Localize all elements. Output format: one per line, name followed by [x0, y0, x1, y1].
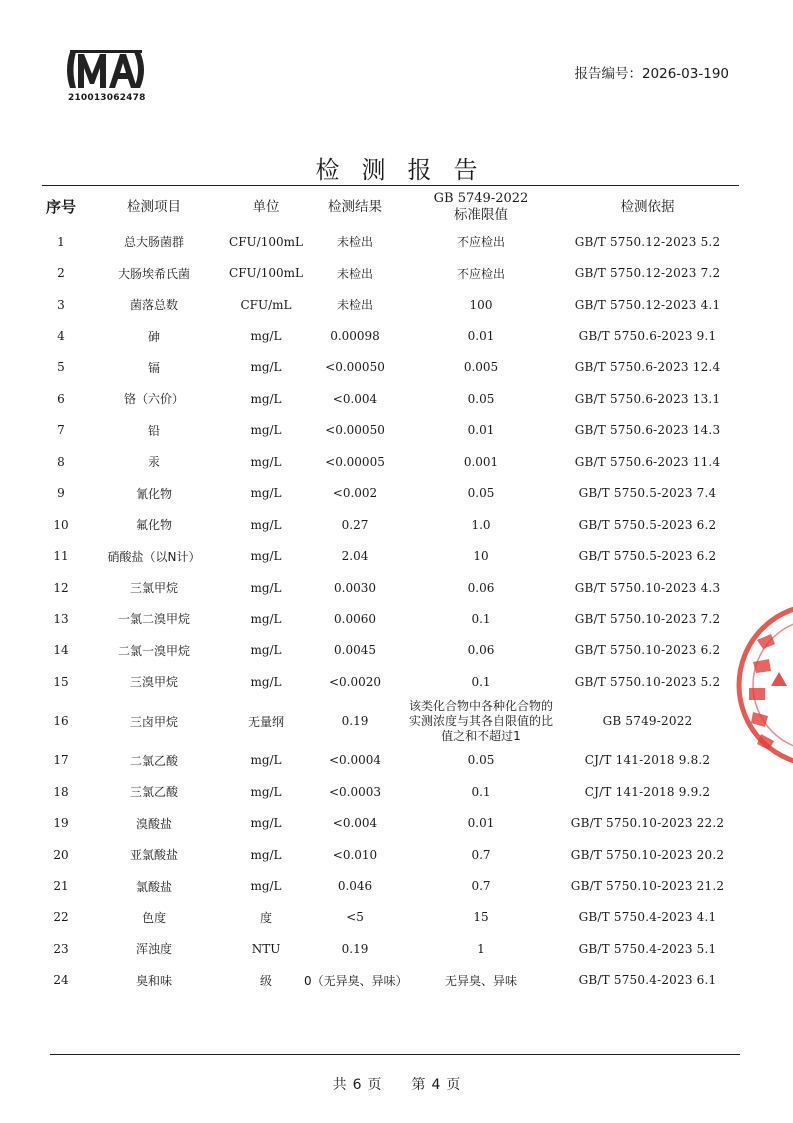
row-limit: 不应检出	[456, 266, 505, 281]
row-limit: 10	[473, 549, 489, 564]
row-unit: mg/L	[250, 517, 282, 532]
row-item: 二氯乙酸	[129, 753, 178, 768]
footer-total-pages: 6	[352, 1077, 362, 1093]
row-result: 未检出	[336, 298, 373, 313]
row-basis: GB/T 5750.6-2023 13.1	[574, 391, 721, 406]
table-row	[42, 933, 739, 964]
row-unit: mg/L	[250, 847, 282, 862]
col-header-unit: 单位	[252, 199, 280, 215]
row-result: 0.19	[341, 714, 369, 729]
col-header-seq: 序号	[45, 198, 76, 216]
row-limit: 0.1	[471, 674, 491, 689]
row-item: 三氯乙酸	[129, 785, 178, 800]
row-result: <0.004	[332, 391, 378, 406]
table-row	[42, 698, 739, 745]
row-basis: GB/T 5750.12-2023 4.1	[574, 297, 721, 312]
row-basis: GB/T 5750.10-2023 20.2	[570, 847, 725, 862]
row-basis: GB/T 5750.5-2023 7.4	[578, 486, 717, 501]
row-no: 7	[57, 423, 65, 438]
row-no: 19	[53, 816, 69, 831]
row-item: 汞	[147, 455, 160, 470]
col-header-standard: GB 5749-2022	[433, 191, 529, 206]
row-result: <0.00050	[325, 423, 385, 438]
row-unit: mg/L	[250, 784, 282, 799]
row-unit: mg/L	[250, 580, 282, 595]
row-limit: 0.1	[471, 611, 491, 626]
official-seal-stamp	[735, 600, 793, 770]
col-header-basis: 检测依据	[620, 199, 675, 215]
row-unit: mg/L	[250, 643, 282, 658]
row-limit: 无异臭、异味	[444, 973, 517, 988]
row-limit: 0.06	[467, 643, 495, 658]
row-no: 16	[53, 714, 69, 729]
row-item: 三卤甲烷	[129, 714, 178, 729]
table-row	[42, 509, 739, 540]
row-basis: GB/T 5750.6-2023 9.1	[578, 329, 717, 344]
row-basis: GB/T 5750.5-2023 6.2	[578, 517, 717, 532]
row-result: <0.00050	[325, 360, 385, 375]
row-basis: GB/T 5750.4-2023 6.1	[578, 973, 717, 988]
row-result: 2.04	[341, 549, 369, 564]
row-result: 未检出	[336, 266, 373, 281]
row-result: 0.0030	[334, 580, 376, 595]
row-limit: 0.05	[467, 391, 495, 406]
row-result: <0.00005	[325, 454, 385, 469]
row-result: 未检出	[336, 235, 373, 250]
col-header-limit	[406, 188, 556, 226]
col-header-item: 检测项目	[127, 199, 181, 215]
row-limit: 0.05	[467, 486, 495, 501]
row-result: 0.27	[341, 517, 369, 532]
row-unit: mg/L	[250, 879, 282, 894]
table-row	[42, 446, 739, 477]
row-unit: mg/L	[250, 549, 282, 564]
table-row	[42, 320, 739, 351]
row-unit: mg/L	[250, 391, 282, 406]
row-basis: GB/T 5750.6-2023 11.4	[574, 454, 721, 469]
row-basis: GB 5749-2022	[602, 714, 693, 729]
table-header-row	[42, 188, 739, 226]
row-limit: 1.0	[471, 517, 491, 532]
table-row	[42, 666, 739, 697]
row-no: 2	[57, 266, 65, 281]
row-result: <0.0004	[328, 753, 382, 768]
row-no: 6	[57, 391, 65, 406]
row-basis: CJ/T 141-2018 9.9.2	[584, 784, 711, 799]
row-no: 8	[57, 454, 65, 469]
row-no: 24	[53, 973, 69, 988]
row-limit: 0.01	[467, 423, 495, 438]
row-item: 浑浊度	[135, 942, 172, 957]
footer-current-page: 4	[431, 1077, 441, 1093]
row-limit: 15	[473, 910, 489, 925]
table-row	[42, 965, 739, 996]
row-no: 15	[53, 674, 69, 689]
row-unit: mg/L	[250, 816, 282, 831]
table-row	[42, 807, 739, 838]
row-basis: GB/T 5750.12-2023 5.2	[574, 234, 721, 249]
report-number-value: 2026-03-190	[641, 66, 729, 82]
table-row	[42, 540, 739, 571]
row-unit: NTU	[251, 941, 281, 956]
row-no: 1	[57, 234, 65, 249]
row-limit: 0.001	[463, 454, 499, 469]
row-result: 0.0045	[334, 643, 376, 658]
row-unit: 度	[259, 910, 272, 925]
table-row	[42, 745, 739, 776]
footer-total-prefix: 共	[332, 1077, 347, 1093]
row-item: 色度	[141, 910, 166, 925]
table-row	[42, 415, 739, 446]
table-row	[42, 902, 739, 933]
row-item: 镉	[147, 360, 160, 375]
row-limit: 不应检出	[456, 235, 505, 250]
row-limit: 0.7	[471, 847, 491, 862]
row-item: 三氯甲烷	[129, 581, 178, 596]
row-unit: mg/L	[250, 423, 282, 438]
row-no: 5	[57, 360, 65, 375]
table-row	[42, 478, 739, 509]
row-basis: GB/T 5750.10-2023 21.2	[570, 879, 725, 894]
row-item: 氰化物	[135, 486, 172, 501]
row-result: 0.19	[341, 941, 369, 956]
row-item: 一氯二溴甲烷	[117, 612, 190, 627]
table-row	[42, 839, 739, 870]
cma-number: 210013062478	[68, 93, 146, 103]
table-row	[42, 603, 739, 634]
row-item: 亚氯酸盐	[129, 848, 178, 863]
row-result: <0.0020	[328, 674, 382, 689]
row-result: <0.004	[332, 816, 378, 831]
row-unit: 级	[259, 973, 272, 988]
row-no: 20	[53, 847, 69, 862]
row-result: 0.046	[337, 879, 373, 894]
row-unit: mg/L	[250, 329, 282, 344]
page-title: 检测报告	[315, 156, 500, 184]
table-row	[42, 226, 739, 257]
row-no: 14	[53, 643, 69, 658]
row-limit: 0.06	[467, 580, 495, 595]
row-item: 总大肠菌群	[123, 235, 184, 250]
row-unit: CFU/100mL	[229, 266, 303, 281]
row-unit: mg/L	[250, 753, 282, 768]
row-basis: GB/T 5750.4-2023 5.1	[578, 941, 717, 956]
row-limit: 0.01	[467, 816, 495, 831]
row-no: 3	[57, 297, 65, 312]
row-result: <0.0003	[328, 784, 382, 799]
row-limit: 0.1	[471, 784, 491, 799]
row-no: 12	[53, 580, 69, 595]
row-limit: 0.01	[467, 329, 495, 344]
table-row	[42, 776, 739, 807]
row-basis: GB/T 5750.12-2023 7.2	[574, 266, 721, 281]
footer-page-unit: 页	[367, 1077, 382, 1093]
row-no: 4	[57, 329, 65, 344]
report-number	[574, 62, 729, 82]
row-unit: mg/L	[250, 360, 282, 375]
row-result: <0.010	[332, 847, 378, 862]
row-unit: mg/L	[250, 611, 282, 626]
row-item: 大肠埃希氏菌	[117, 266, 190, 281]
cma-mark-icon	[62, 44, 152, 96]
row-basis: GB/T 5750.10-2023 4.3	[574, 580, 721, 595]
row-basis: GB/T 5750.10-2023 7.2	[574, 611, 721, 626]
row-item: 砷	[147, 329, 160, 344]
row-unit: CFU/100mL	[229, 234, 303, 249]
row-basis: GB/T 5750.4-2023 4.1	[578, 910, 717, 925]
row-limit: 1	[477, 941, 485, 956]
row-basis: GB/T 5750.6-2023 12.4	[574, 360, 721, 375]
table-row	[42, 635, 739, 666]
row-item: 三溴甲烷	[129, 675, 178, 690]
row-no: 11	[53, 549, 69, 564]
row-item: 菌落总数	[129, 298, 178, 313]
results-table	[42, 188, 739, 996]
row-limit: 0.7	[471, 879, 491, 894]
row-item: 二氯一溴甲烷	[117, 643, 190, 658]
row-basis: GB/T 5750.6-2023 14.3	[574, 423, 721, 438]
row-limit: 该类化合物中各种化合物的实测浓度与其各自限值的比值之和不超过1	[408, 698, 553, 743]
footer-current-prefix: 第	[411, 1077, 426, 1093]
table-row	[42, 572, 739, 603]
row-item: 臭和味	[135, 973, 172, 988]
row-no: 13	[53, 611, 69, 626]
row-basis: GB/T 5750.5-2023 6.2	[578, 549, 717, 564]
row-item: 溴酸盐	[135, 816, 172, 831]
row-no: 21	[53, 879, 69, 894]
row-no: 18	[53, 784, 69, 799]
row-unit: mg/L	[250, 486, 282, 501]
row-basis: GB/T 5750.10-2023 6.2	[574, 643, 721, 658]
col-header-limit-label: 标准限值	[454, 207, 508, 223]
row-no: 10	[53, 517, 69, 532]
row-no: 9	[57, 486, 65, 501]
row-item: 硝酸盐（以N计）	[107, 549, 201, 564]
row-result: <5	[346, 910, 364, 925]
footer-page-unit-2: 页	[446, 1077, 461, 1093]
row-no: 23	[53, 941, 69, 956]
row-basis: GB/T 5750.10-2023 5.2	[574, 674, 721, 689]
row-result: 0（无异臭、异味）	[304, 973, 408, 988]
bottom-rule	[50, 1054, 740, 1055]
page-footer	[0, 1074, 793, 1094]
table-row	[42, 352, 739, 383]
row-unit: mg/L	[250, 454, 282, 469]
row-no: 22	[53, 910, 69, 925]
row-result: 0.00098	[330, 329, 380, 344]
row-item: 氯酸盐	[135, 879, 172, 894]
col-header-result: 检测结果	[328, 199, 382, 215]
row-no: 17	[53, 753, 69, 768]
row-limit: 0.005	[463, 360, 499, 375]
row-item: 铬（六价）	[123, 392, 184, 407]
seal-icon	[735, 600, 793, 770]
row-unit: 无量纲	[247, 714, 284, 729]
row-result: 0.0060	[334, 611, 376, 626]
table-row	[42, 289, 739, 320]
table-row	[42, 870, 739, 901]
row-limit: 0.05	[467, 753, 495, 768]
row-unit: CFU/mL	[240, 297, 292, 312]
top-rule	[42, 185, 739, 186]
row-basis: CJ/T 141-2018 9.8.2	[584, 753, 711, 768]
row-result: <0.002	[332, 486, 378, 501]
row-item: 铅	[147, 423, 160, 438]
row-basis: GB/T 5750.10-2023 22.2	[570, 816, 725, 831]
table-row	[42, 383, 739, 414]
report-number-label: 报告编号：	[574, 66, 642, 82]
row-unit: mg/L	[250, 674, 282, 689]
row-item: 氟化物	[135, 518, 172, 533]
row-limit: 100	[469, 297, 493, 312]
table-row	[42, 257, 739, 288]
